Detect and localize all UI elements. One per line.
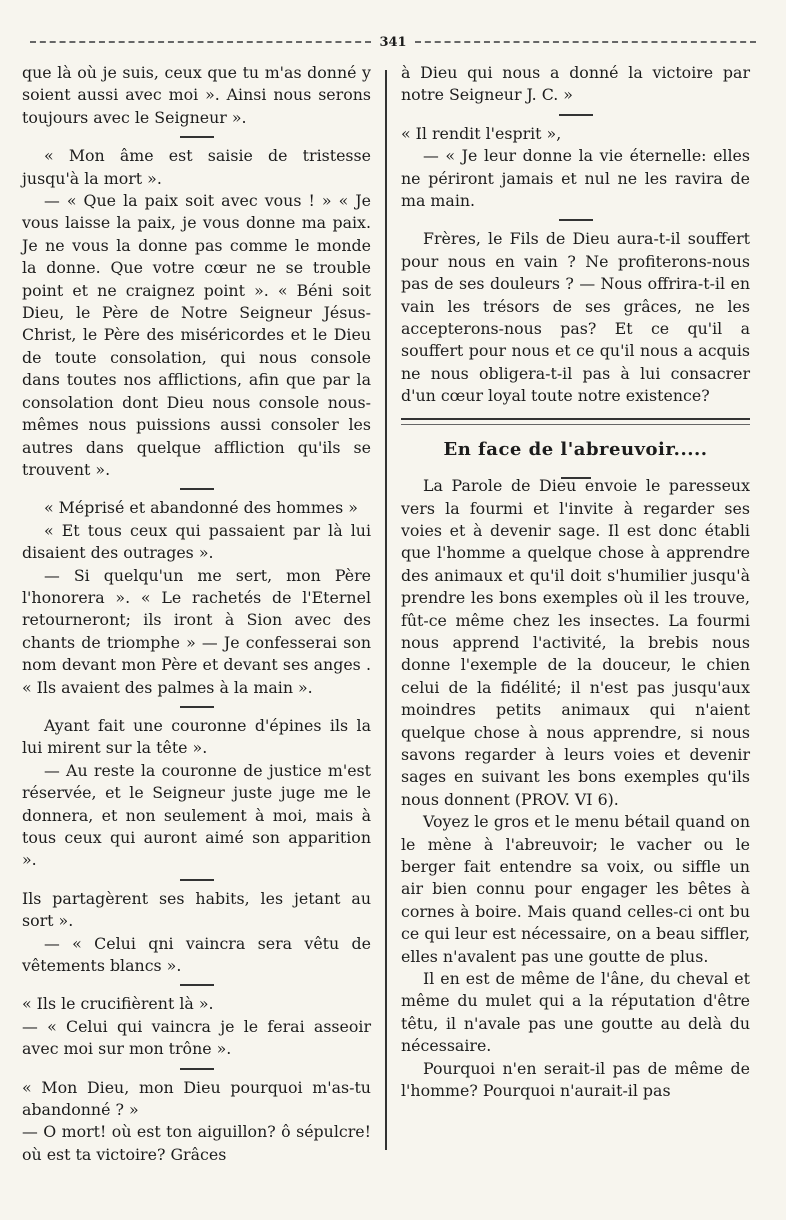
page-header [30, 30, 756, 54]
divider [401, 212, 750, 228]
paragraph: « Mon âme est saisie de tristesse jusqu'à la mort ». [22, 146, 371, 188]
paragraph: — O mort! où est ton aiguillon? ô sépulcre! où est ta victoire? Grâces [22, 1122, 371, 1164]
paragraph: Voyez le gros et le menu bétail quand on le mène à l'abreuvoir; le vacher ou le berger fait entendre sa voix, ou siffle un air bien connu pour engager les bêtes à cornes à boire. Mais quand celles-ci ont bu ce qui leur est nécessaire, on a beau siffler, elles n'avalent pas une goutte de plus. [401, 812, 750, 966]
paragraph: — « Je leur donne la vie éternelle: elles ne périront jamais et nul ne les ravira de ma main. [401, 146, 750, 211]
paragraph: « Méprisé et abandonné des hommes » [44, 498, 358, 518]
paragraph: « Et tous ceux qui passaient par là lui disaient des outrages ». [22, 520, 371, 563]
header-rule-right [415, 41, 756, 43]
section-title: En face de l'abreuvoir..... [443, 438, 708, 460]
section-rule [401, 418, 750, 425]
paragraph: « Mon Dieu, mon Dieu pourquoi m'as-tu abandonné ? » [22, 1077, 371, 1120]
divider [22, 1061, 371, 1077]
paragraph: — « Que la paix soit avec vous ! » « Je vous laisse la paix, je vous donne ma paix. Je ne vous la donne pas comme le monde la donne. Que votre cœur ne se trouble point et ne craignez point ». « Béni soit Dieu, le Père de Notre Seigneur Jésus-Christ, le Père des miséricordes et le Dieu de toute consolation, qui nous console dans toutes nos afflictions, afin que par la consolation dont Dieu nous console nous-mêmes nous puissions aussi consoler les autres dans quelque affliction qu'ils se trouvent ». [22, 191, 371, 479]
divider [22, 872, 371, 888]
text-columns [22, 62, 750, 1180]
paragraph: Pourquoi n'en serait-il pas de même de l'homme? Pourquoi n'aurait-il pas [401, 1058, 750, 1101]
divider [22, 129, 371, 145]
divider [22, 977, 371, 993]
paragraph: « Ils le crucifièrent là ». [22, 994, 214, 1014]
paragraph: Ils partagèrent ses habits, les jetant au sort ». [22, 888, 371, 931]
header-rule-left [30, 41, 371, 43]
right-column [401, 62, 750, 1180]
divider [401, 107, 750, 123]
paragraph: à Dieu qui nous a donné la victoire par notre Seigneur J. C. » [401, 63, 750, 105]
column-rule [385, 70, 387, 1150]
divider [22, 481, 371, 497]
paragraph: — Si quelqu'un me sert, mon Père l'honorera ». « Le rachetés de l'Eternel retourneront; ils iront à Sion avec des chants de triomphe » — Je confesserai son nom devant mon Père et devant ses anges . « Ils avaient des palmes à la main ». [22, 565, 371, 697]
paragraph: Ayant fait une couronne d'épines ils la lui mirent sur la tête ». [22, 715, 371, 758]
divider [22, 699, 371, 715]
paragraph: Frères, le Fils de Dieu aura-t-il souffert pour nous en vain ? Ne profiterons-nous pas de ses douleurs ? — Nous offrira-t-il en vain les trésors de ses grâces, ne les accepterons-nous pas? Et ce qu'il a souffert pour nous et ce qu'il nous a acquis ne nous obligera-t-il pas à lui consacrer d'un cœur loyal toute notre existence? [401, 229, 750, 406]
paragraph: — « Celui qui vaincra je le ferai asseoir avec moi sur mon trône ». [22, 1016, 371, 1059]
paragraph: que là où je suis, ceux que tu m'as donné y soient aussi avec moi ». Ainsi nous serons toujours avec le Seigneur ». [22, 63, 371, 127]
paragraph: — « Celui qni vaincra sera vêtu de vêtements blancs ». [22, 933, 371, 976]
paragraph: « Il rendit l'esprit », [401, 123, 562, 143]
divider [401, 463, 750, 475]
paragraph: La Parole de Dieu envoie le paresseux vers la fourmi et l'invite à regarder ses voies et à devenir sage. Il est donc établi que l'homme a quelque chose à apprendre des animaux et qu'il doit s'humilier jusqu'à prendre les bons exemples où il les trouve, fût-ce même chez les insectes. La fourmi nous apprend l'activité, la brebis nous donne l'exemple de la douceur, le chien celui de la fidélité; il n'est pas jusqu'aux moindres petits animaux qui n'aient quelque chose à nous apprendre, si nous savons regarder à leurs voies et devenir sages en suivant les bons exemples qu'ils nous donnent (PROV. VI 6). [401, 476, 750, 809]
left-column [22, 62, 371, 1180]
paragraph: Il en est de même de l'âne, du cheval et même du mulet qui a la réputation d'être têtu, il n'avale pas une goutte au delà du nécessaire. [401, 969, 750, 1056]
page-number: 341 [379, 34, 407, 50]
paragraph: — Au reste la couronne de justice m'est réservée, et le Seigneur juste juge me le donnera, et non seulement à moi, mais à tous ceux qui auront aimé son apparition ». [22, 760, 371, 870]
